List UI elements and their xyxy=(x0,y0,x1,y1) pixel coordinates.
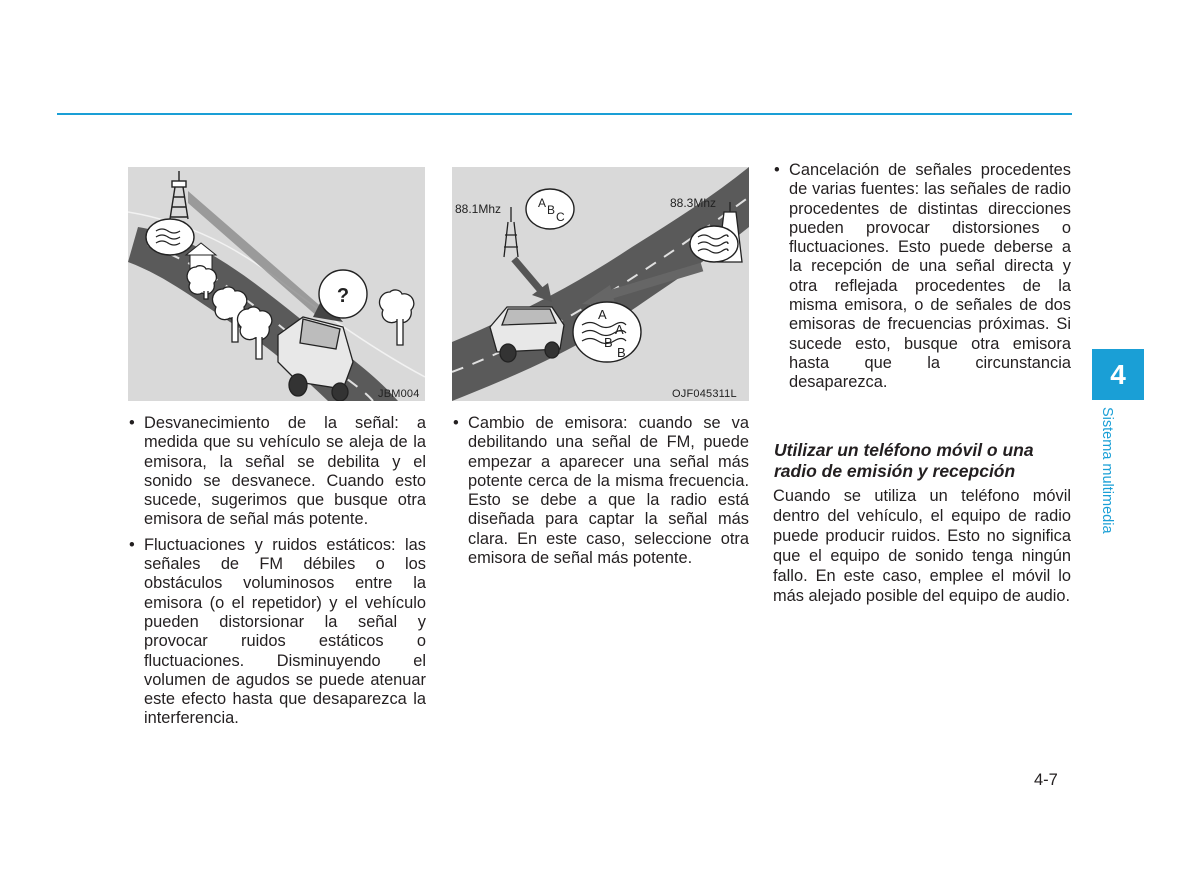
static-bubble-icon xyxy=(146,219,194,255)
static-bubble-icon xyxy=(690,226,738,262)
bullet-list xyxy=(452,414,749,574)
chapter-title xyxy=(1099,407,1130,557)
figure-caption: JBM004 xyxy=(378,388,420,400)
section-paragraph: Cuando se utiliza un teléfono móvil dentro del vehículo, el equipo de radio puede producir ruidos. Esto no significa que el equipo de sonido tenga ningún fallo. En este caso, emplee el móvil lo más alejado posible del equipo de audio. xyxy=(773,487,1071,605)
chapter-title-text: Sistema multimedia xyxy=(1099,407,1115,534)
letter-b: B xyxy=(547,203,556,217)
interference-bubble xyxy=(573,302,641,362)
signal-fading-illustration xyxy=(128,167,425,401)
bullet-static-noise: • Fluctuaciones y ruidos estáticos: las señales de FM débiles o los obstáculos voluminosos entre la emisora (o el repetidor) y el vehículo pueden distorsionar la señal y provocar ruidos estáticos o fluctuaciones. Disminuyendo el volumen de agudos se puede atenuar este efecto hasta que desaparezca la interferencia. xyxy=(128,536,426,729)
letter-a: A xyxy=(598,307,607,322)
letter-a: A xyxy=(538,196,547,210)
frequency-left: 88.1Mhz xyxy=(455,202,502,216)
figure-station-change xyxy=(452,167,749,401)
bullet-list xyxy=(773,161,1071,399)
letter-c: C xyxy=(556,210,565,224)
letter-b: B xyxy=(617,345,626,360)
bullet-station-change: • Cambio de emisora: cuando se va debilitando una señal de FM, puede empezar a aparecer una señal más potente cerca de la misma frecuencia. Esto se debe a que la radio está diseñada para captar la señal más clara. En este caso, seleccione otra emisora de señal más potente. xyxy=(452,414,749,568)
clear-signal-bubble xyxy=(526,189,574,229)
top-rule xyxy=(57,113,1072,115)
figure-caption: OJF045311L xyxy=(672,388,737,400)
section-heading: Utilizar un teléfono móvil o una radio de emisión y recepción xyxy=(774,440,1034,481)
letter-b: B xyxy=(604,335,613,350)
bullet-multipath-cancellation: • Cancelación de señales procedentes de varias fuentes: las señales de radio procedentes de distintas direcciones pueden provocar distorsiones o fluctuaciones. Esto puede deberse a la recepción de una señal directa y otra reflejada procedentes de la misma emisora, o de señales de dos emisoras de frecuencias próximas. Si sucede esto, busque otra emisora hasta que la circunstancia desaparezca. xyxy=(773,161,1071,393)
radio-tower-icon xyxy=(170,171,188,219)
frequency-right: 88.3Mhz xyxy=(670,196,717,210)
station-change-illustration xyxy=(452,167,749,401)
figure-signal-fading xyxy=(128,167,425,401)
question-mark: ? xyxy=(336,285,350,307)
letter-a: A xyxy=(615,322,624,337)
chapter-tab: 4 xyxy=(1092,349,1144,400)
bullet-signal-fading: • Desvanecimiento de la señal: a medida que su vehículo se aleja de la emisora, la señal se debilita y el sonido se desvanece. Cuando esto sucede, sugerimos que busque otra emisora de señal más potente. xyxy=(128,414,426,530)
signal-arrow xyxy=(514,259,542,292)
bullet-list xyxy=(128,414,426,735)
radio-tower-icon xyxy=(504,207,518,257)
page-number: 4-7 xyxy=(1034,771,1058,789)
